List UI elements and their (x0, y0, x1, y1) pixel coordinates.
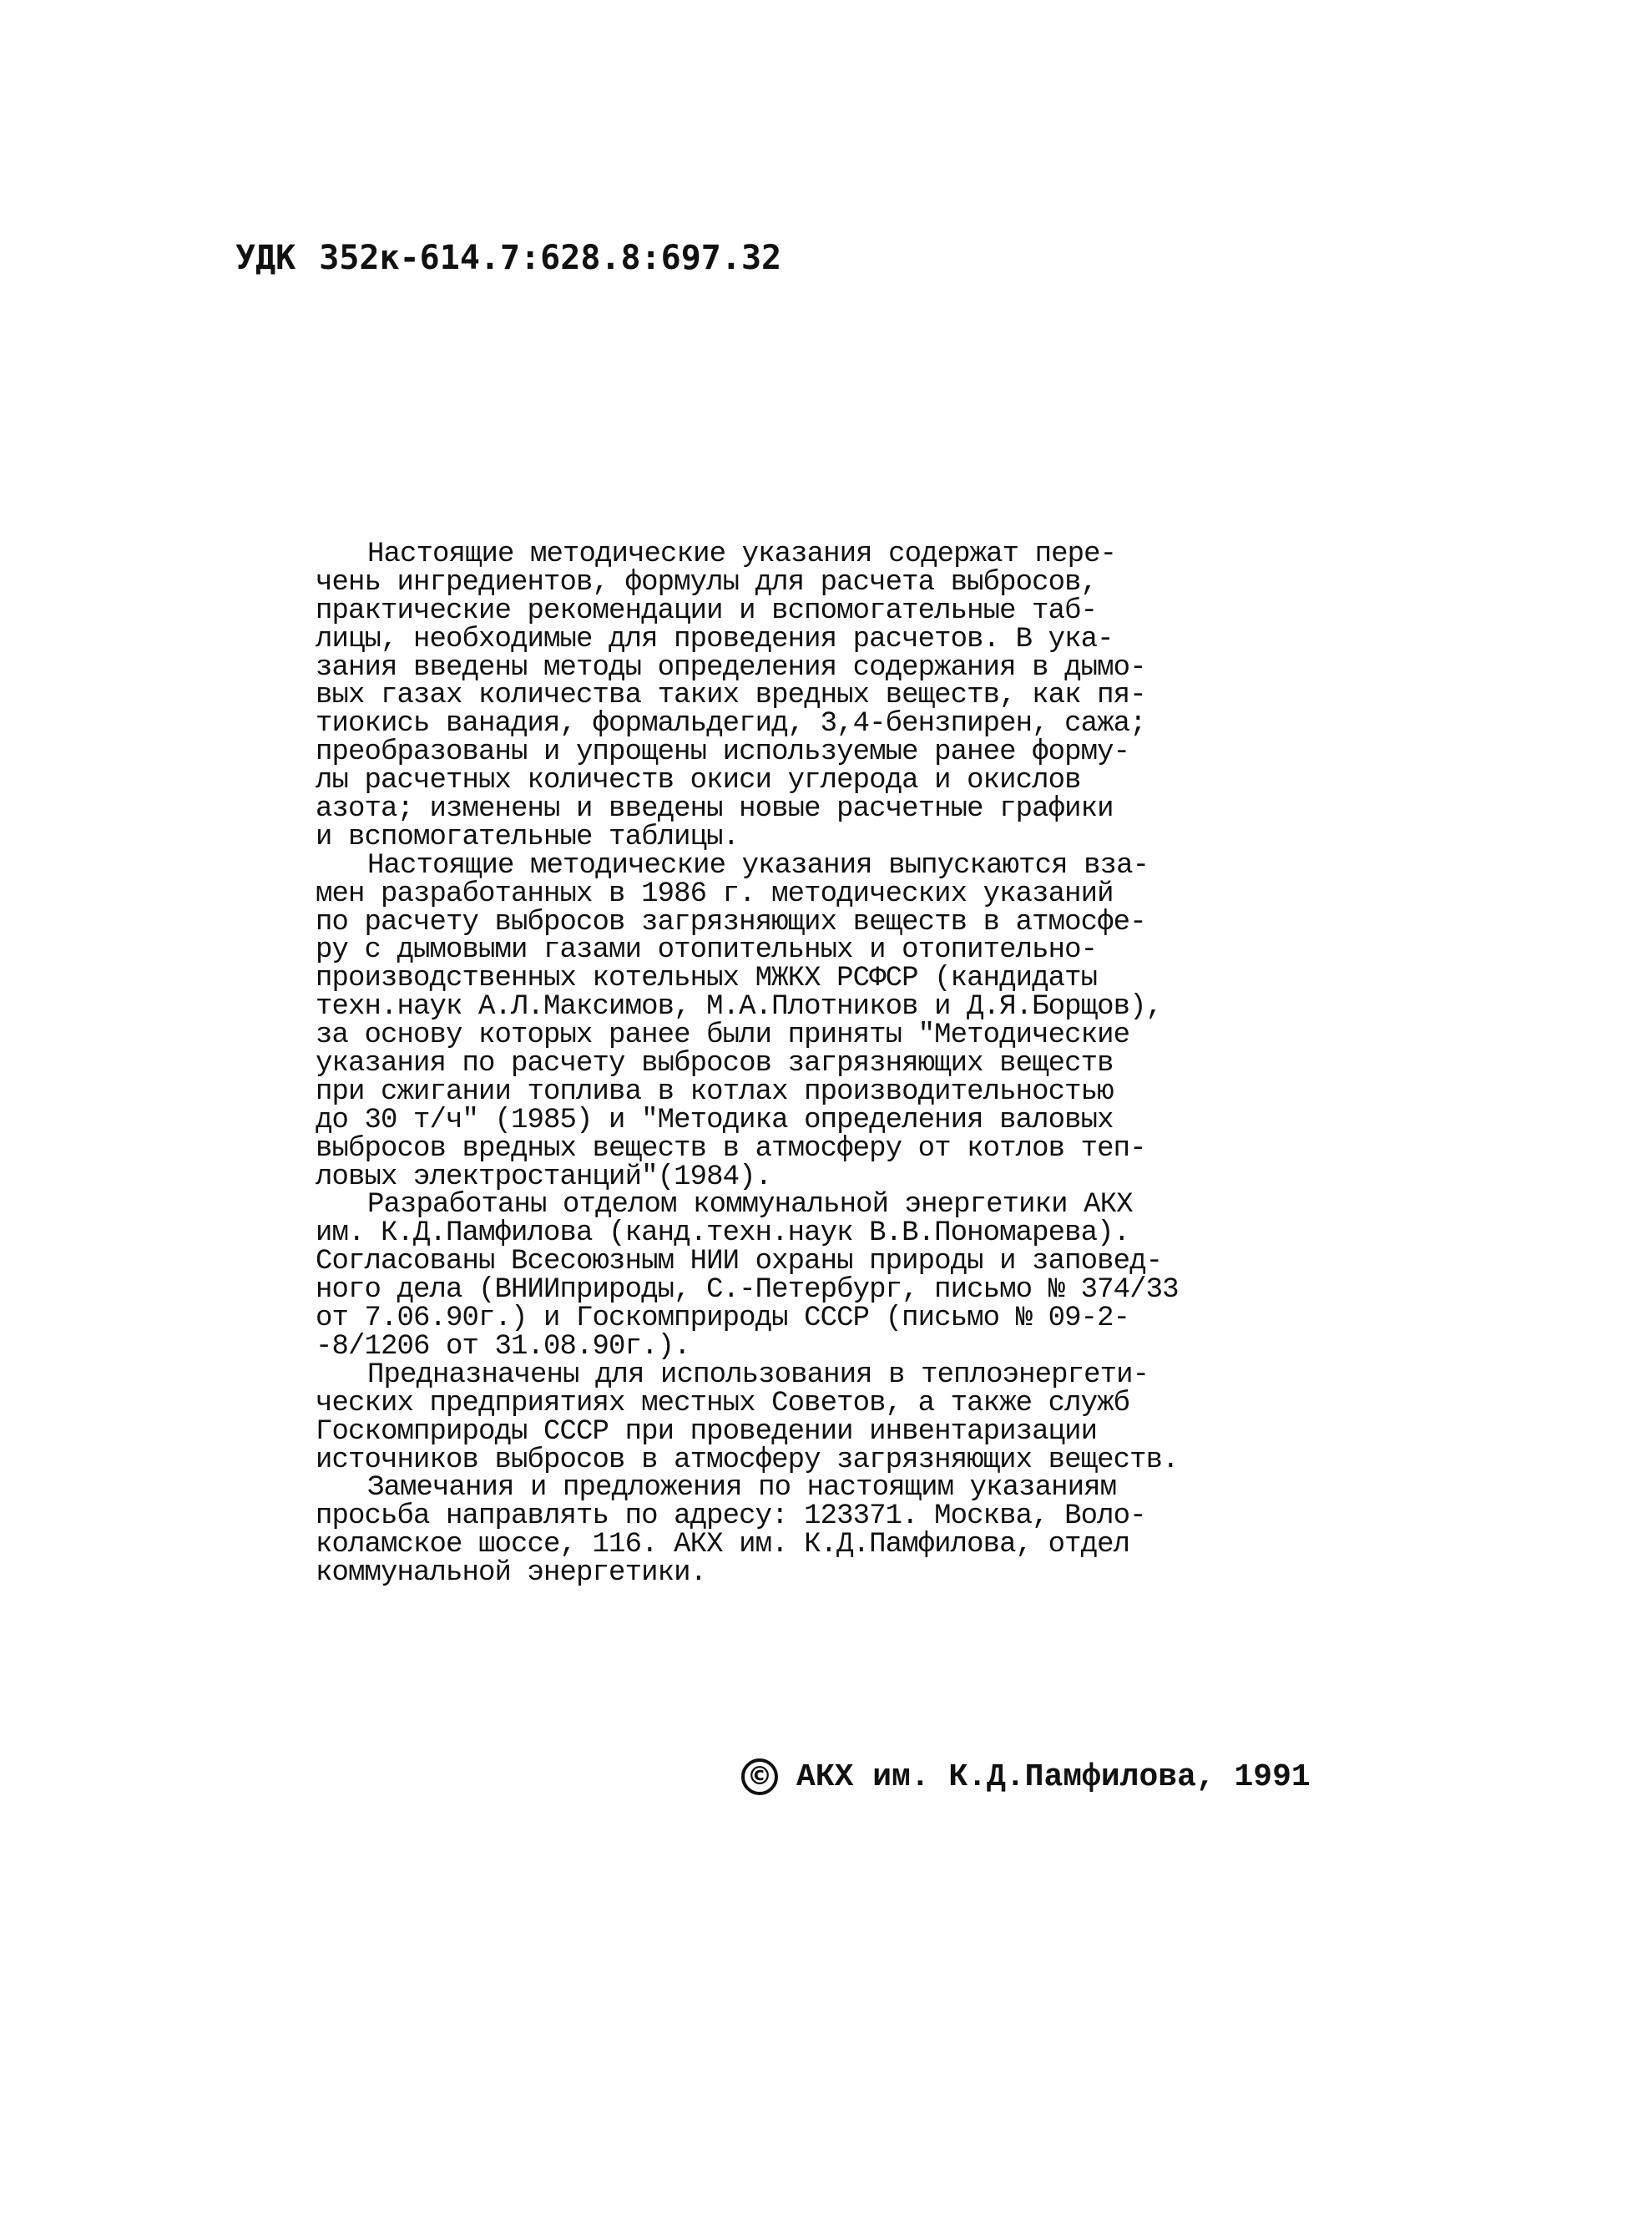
copyright-notice (741, 1758, 1311, 1795)
text-line: Настоящие методические указания выпускаются вза- (367, 849, 1149, 882)
udk-label: УДК (235, 239, 296, 277)
text-line: азота; изменены и введены новые расчетные графики (316, 793, 1114, 826)
copyright-icon: © (741, 1758, 778, 1795)
paragraph-feedback (316, 1472, 1267, 1590)
text-line: мен разработанных в 1986 г. методических указаний (316, 878, 1114, 910)
text-line: ного дела (ВНИИприроды, С.-Петербург, письмо № 374/33 (316, 1274, 1179, 1307)
text-line: от 7.06.90г.) и Госкомприроды СССР (письмо № 09-2- (316, 1303, 1130, 1335)
text-line: ловых электростанций"(1984). (316, 1161, 772, 1193)
text-line: им. К.Д.Памфилова (канд.техн.наук В.В.Пономарева). (316, 1217, 1130, 1250)
text-line: преобразованы и упрощены используемые ранее форму- (316, 736, 1130, 769)
text-line: коммунальной энергетики. (316, 1557, 707, 1590)
text-line: Согласованы Всесоюзным НИИ охраны природы и заповед- (316, 1246, 1163, 1278)
text-line: Разработаны отделом коммунальной энергетики АКХ (367, 1189, 1133, 1222)
text-line: и вспомогательные таблицы. (316, 821, 740, 853)
text-line: вых газах количества таких вредных веществ, как пя- (316, 680, 1146, 712)
copyright-text: АКХ им. К.Д.Памфилова, 1991 (796, 1758, 1311, 1795)
text-line: до 30 т/ч" (1985) и "Методика определения валовых (316, 1104, 1114, 1136)
text-line: при сжигании топлива в котлах производительностью (316, 1075, 1114, 1108)
text-line: выбросов вредных веществ в атмосферу от котлов теп- (316, 1132, 1146, 1165)
text-line: ру с дымовыми газами отопительных и отопительно- (316, 934, 1098, 967)
text-line: Замечания и предложения по настоящим указаниям (367, 1472, 1117, 1505)
text-line: Госкомприроды СССР при проведении инвентаризации (316, 1415, 1098, 1448)
text-line: практические рекомендации и вспомогательные таб- (316, 594, 1098, 627)
text-line: за основу которых ранее были приняты "Методические (316, 1019, 1130, 1052)
text-line: ческих предприятиях местных Советов, а также служб (316, 1387, 1130, 1419)
text-line: по расчету выбросов загрязняющих веществ в атмосфе- (316, 906, 1146, 938)
text-line: зания введены методы определения содержания в дымо- (316, 651, 1146, 684)
text-line: Предназначены для использования в теплоэнергети- (367, 1358, 1149, 1391)
udk-classification (235, 239, 781, 277)
annotation-text (316, 541, 1267, 1588)
text-line: указания по расчету выбросов загрязняющих веществ (316, 1048, 1114, 1080)
text-line: -8/1206 от 31.08.90г.). (316, 1330, 690, 1363)
text-line: тиокись ванадия, формальдегид, 3,4-бензпирен, сажа; (316, 708, 1146, 741)
text-line: лы расчетных количеств окиси углерода и окислов (316, 765, 1081, 797)
text-line: техн.наук А.Л.Максимов, М.А.Плотников и Д.Я.Борщов), (316, 991, 1163, 1024)
paragraph-replacement (316, 849, 1267, 1193)
text-line: Настоящие методические указания содержат пере- (367, 539, 1117, 570)
paragraph-developers (316, 1191, 1267, 1361)
text-line: производственных котельных МЖКХ РСФСР (кандидаты (316, 963, 1098, 995)
paragraph-contents (316, 541, 1267, 852)
text-line: лицы, необходимые для проведения расчетов. В ука- (316, 623, 1114, 655)
text-line: источников выбросов в атмосферу загрязняющих веществ. (316, 1444, 1179, 1476)
text-line: просьба направлять по адресу: 123371. Москва, Воло- (316, 1500, 1146, 1533)
text-line: чень ингредиентов, формулы для расчета выбросов, (316, 566, 1098, 599)
text-line: коламское шоссе, 116. АКХ им. К.Д.Памфилова, отдел (316, 1529, 1130, 1561)
paragraph-purpose (316, 1358, 1267, 1476)
udk-code: 352к-614.7:628.8:697.32 (319, 239, 782, 277)
